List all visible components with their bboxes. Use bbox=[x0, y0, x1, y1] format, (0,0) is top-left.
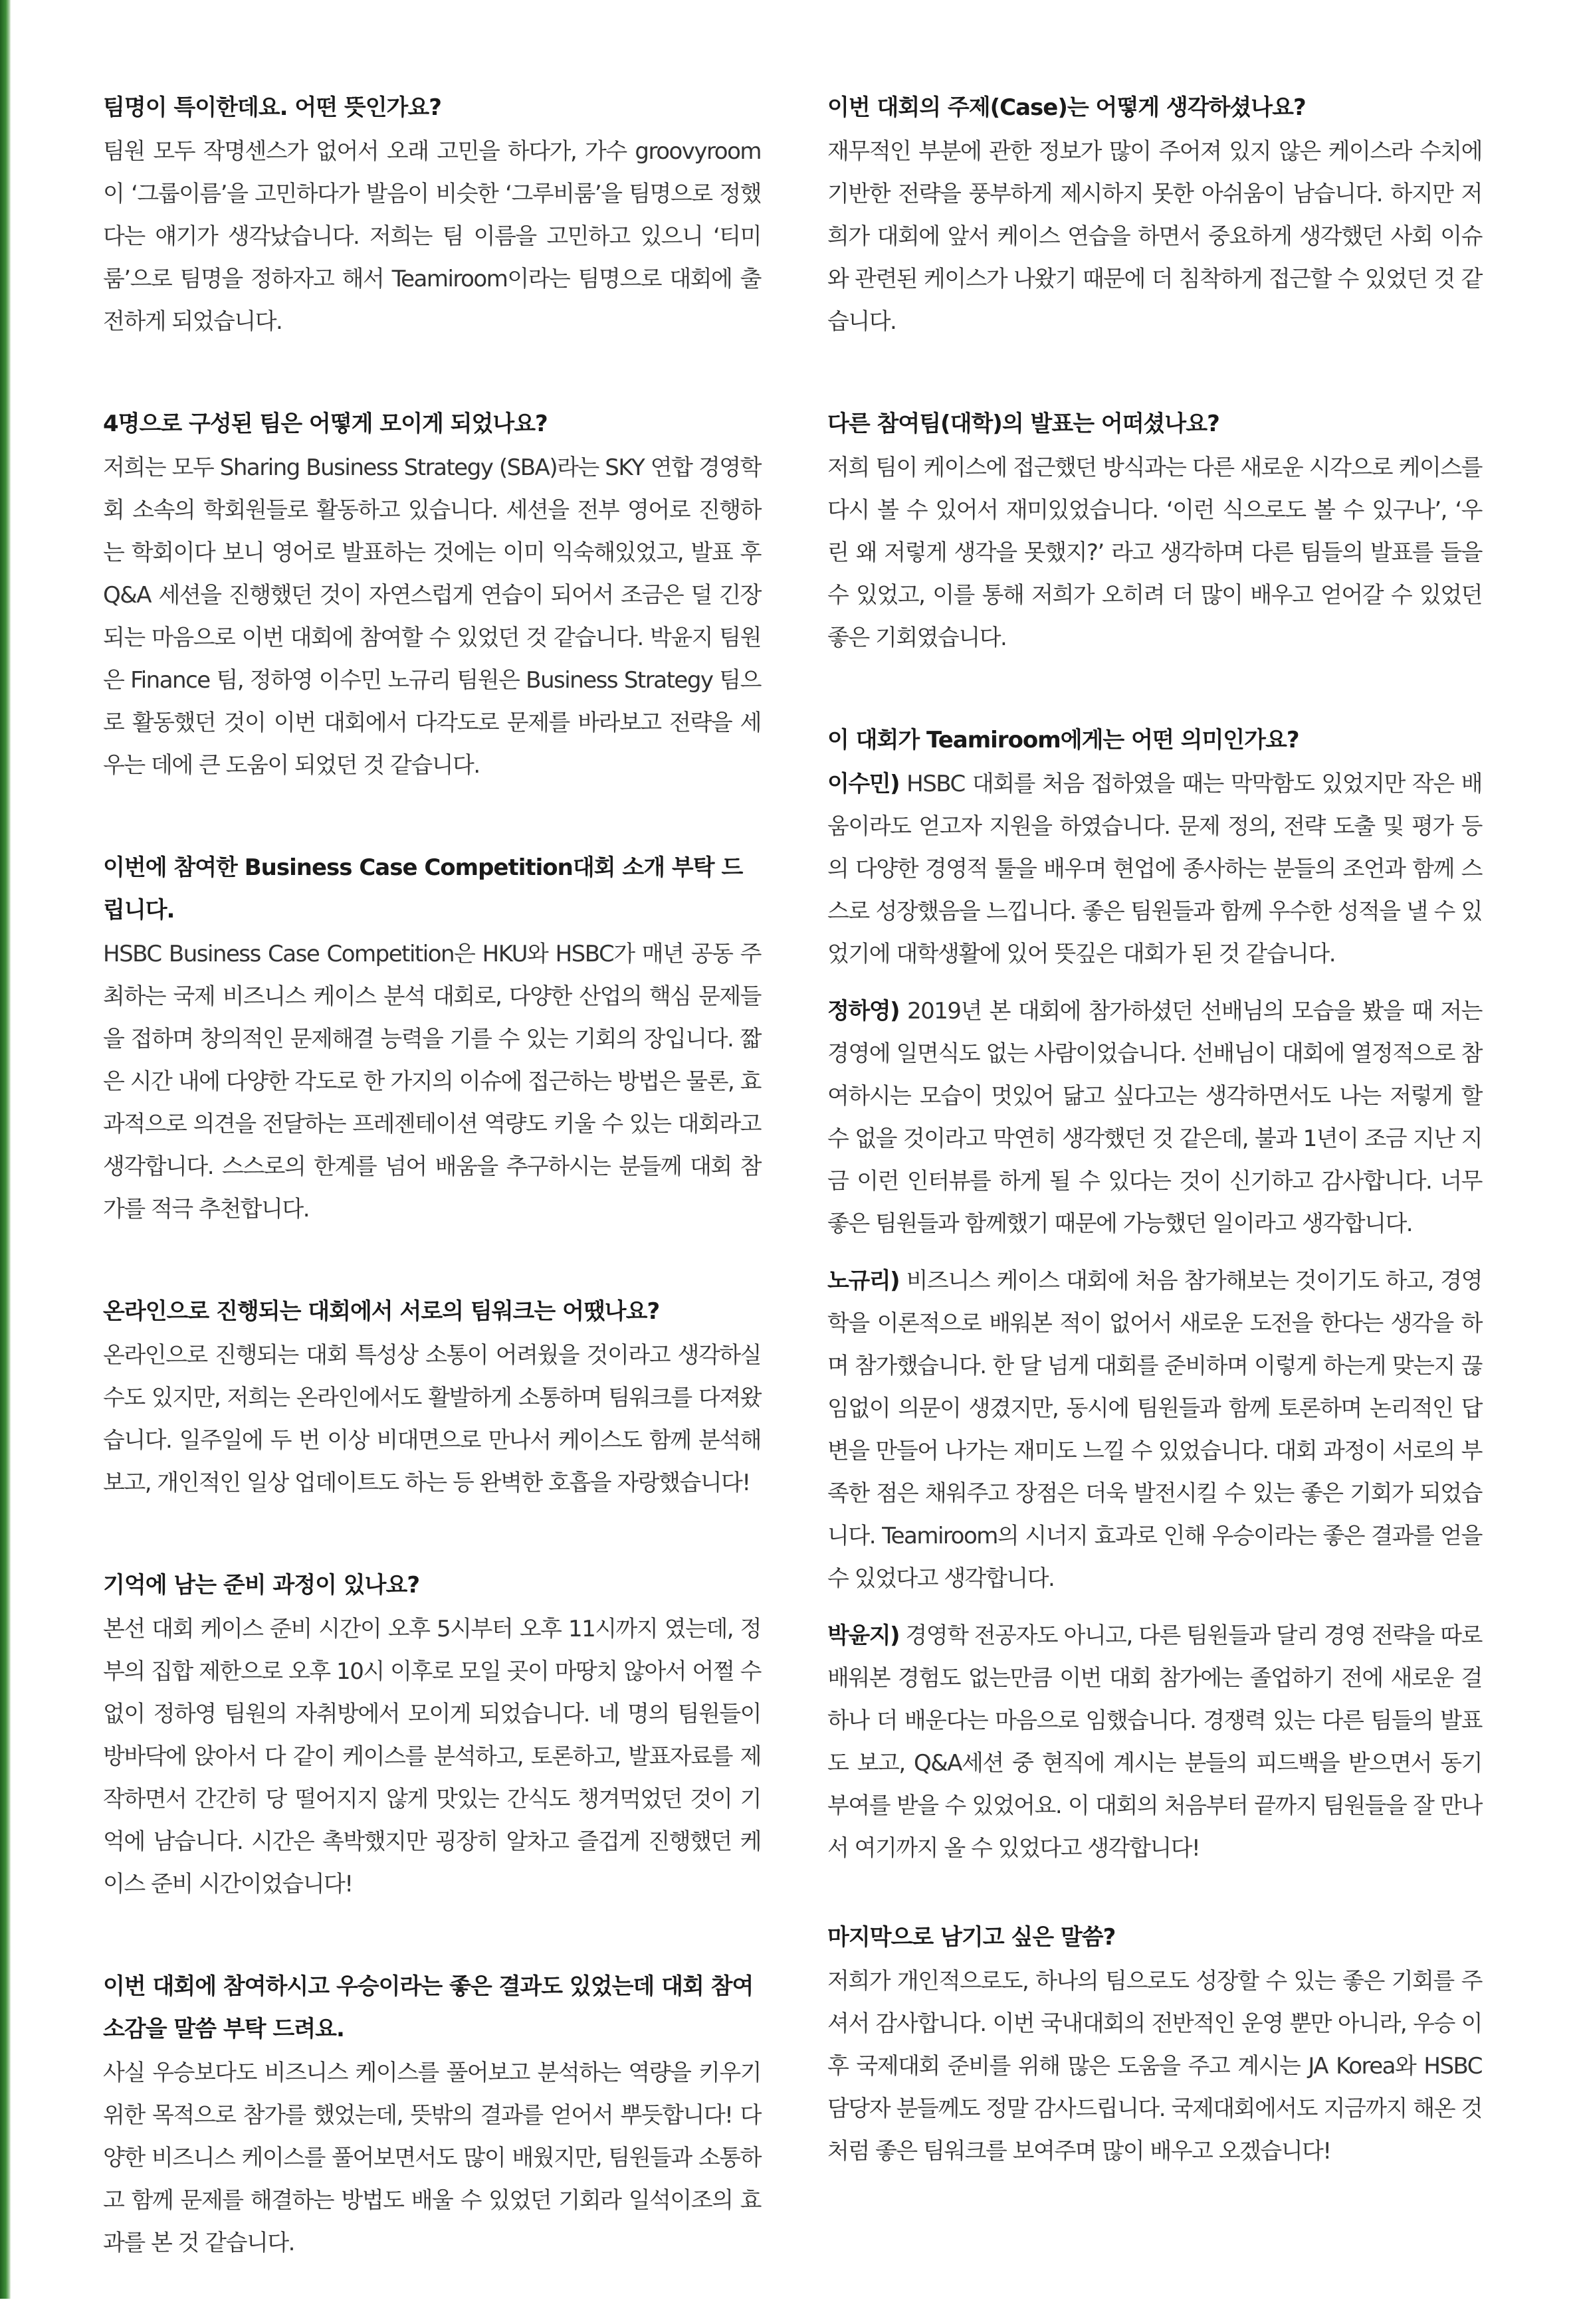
question-heading: 이번에 참여한 Business Case Competition대회 소개 부탁 드립니다. bbox=[103, 854, 743, 923]
qa-closing-remarks bbox=[827, 1916, 1482, 2173]
question-heading: 다른 참여팀(대학)의 발표는 어떠셨나요? bbox=[827, 411, 1219, 437]
question-heading: 4명으로 구성된 팀은 어떻게 모이게 되었나요? bbox=[103, 411, 548, 437]
qa-meaning bbox=[827, 719, 1482, 1870]
speaker-name: 이수민) bbox=[827, 771, 900, 797]
speaker-name: 박윤지) bbox=[827, 1622, 900, 1649]
paragraph-text: 2019년 본 대회에 참가하셨던 선배님의 모습을 봤을 때 저는 경영에 일면식도 없는 사람이었습니다. 선배님이 대회에 열정적으로 참여하시는 모습이 멋있어 닮고 싶다고는 생각하면서도 나는 저렇게 할 수 없을 것이라고 막연히 생각했던 것 같은데, 불과 1년이 조금 지난 지금 이런 인터뷰를 하게 될 수 있다는 것이 신기하고 감사합니다. 너무 좋은 팀원들과 함께했기 때문에 가능했던 일이라고 생각합니다. bbox=[827, 998, 1482, 1237]
answer-text: 사실 우승보다도 비즈니스 케이스를 풀어보고 분석하는 역량을 키우기 위한 목적으로 참가를 했었는데, 뜻밖의 결과를 얻어서 뿌듯합니다! 다양한 비즈니스 케이스를 풀어보면서도 많이 배웠지만, 팀원들과 소통하고 함께 문제를 해결하는 방법도 배울 수 있었던 기회라 일석이조의 효과를 본 것 같습니다. bbox=[103, 2060, 761, 2256]
qa-winning-impressions bbox=[103, 1965, 761, 2264]
left-column bbox=[103, 86, 761, 2324]
speaker-name: 노규리) bbox=[827, 1268, 900, 1294]
question-heading: 마지막으로 남기고 싶은 말씀? bbox=[827, 1924, 1116, 1951]
question-heading: 이번 대회에 참여하시고 우승이라는 좋은 결과도 있었는데 대회 참여 소감을 말씀 부탁 드려요. bbox=[103, 1973, 754, 2042]
paragraph-text: HSBC 대회를 처음 접하였을 때는 막막함도 있었지만 작은 배움이라도 얻고자 지원을 하였습니다. 문제 정의, 전략 도출 및 평가 등의 다양한 경영적 툴을 배우며 현업에 종사하는 분들의 조언과 함께 스스로 성장했음을 느낍니다. 좋은 팀원들과 함께 우수한 성적을 낼 수 있었기에 대학생활에 있어 뜻깊은 대회가 된 것 같습니다. bbox=[827, 771, 1482, 967]
qa-team-name bbox=[103, 86, 761, 343]
qa-memorable-preparation bbox=[103, 1564, 761, 1905]
answer-text: 본선 대회 케이스 준비 시간이 오후 5시부터 오후 11시까지 였는데, 정부의 집합 제한으로 오후 10시 이후로 모일 곳이 마땅치 않아서 어쩔 수 없이 정하영 팀원의 자취방에서 모이게 되었습니다. 네 명의 팀원들이 방바닥에 앉아서 다 같이 케이스를 분석하고, 토론하고, 발표자료를 제작하면서 간간히 당 떨어지지 않게 맛있는 간식도 챙겨먹었던 것이 기억에 남습니다. 시간은 촉박했지만 굉장히 알차고 즐겁게 진행했던 케이스 준비 시간이었습니다! bbox=[103, 1616, 761, 1897]
question-heading: 온라인으로 진행되는 대회에서 서로의 팀워크는 어땠나요? bbox=[103, 1298, 660, 1325]
qa-online-teamwork bbox=[103, 1290, 761, 1504]
qa-team-formation bbox=[103, 403, 761, 787]
member-paragraph bbox=[827, 763, 1482, 975]
question-heading: 이번 대회의 주제(Case)는 어떻게 생각하셨나요? bbox=[827, 94, 1306, 121]
member-paragraph bbox=[827, 990, 1482, 1245]
answer-text: 저희 팀이 케이스에 접근했던 방식과는 다른 새로운 시각으로 케이스를 다시 볼 수 있어서 재미있었습니다. ‘이런 식으로도 볼 수 있구나’, ‘우린 왜 저렇게 생각을 못했지?’ 라고 생각하며 다른 팀들의 발표를 들을 수 있었고, 이를 통해 저희가 오히려 더 많이 배우고 얻어갈 수 있었던 좋은 기회였습니다. bbox=[827, 454, 1482, 651]
qa-other-teams bbox=[827, 403, 1482, 659]
paragraph-text: 비즈니스 케이스 대회에 처음 참가해보는 것이기도 하고, 경영학을 이론적으로 배워본 적이 없어서 새로운 도전을 한다는 생각을 하며 참가했습니다. 한 달 넘게 대회를 준비하며 이렇게 하는게 맞는지 끊임없이 의문이 생겼지만, 동시에 팀원들과 함께 토론하며 논리적인 답변을 만들어 나가는 재미도 느낄 수 있었습니다. 대회 과정이 서로의 부족한 점은 채워주고 장점은 더욱 발전시킬 수 있는 좋은 기회가 되었습니다. Teamiroom의 시너지 효과로 인해 우승이라는 좋은 결과를 얻을 수 있었다고 생각합니다. bbox=[827, 1268, 1482, 1592]
question-heading: 기억에 남는 준비 과정이 있나요? bbox=[103, 1572, 420, 1598]
answer-text: 저희가 개인적으로도, 하나의 팀으로도 성장할 수 있는 좋은 기회를 주셔서 감사합니다. 이번 국내대회의 전반적인 운영 뿐만 아니라, 우승 이후 국제대회 준비를 위해 많은 도움을 주고 계시는 JA Korea와 HSBC 담당자 분들께도 정말 감사드립니다. 국제대회에서도 지금까지 해온 것처럼 좋은 팀워크를 보여주며 많이 배우고 오겠습니다! bbox=[827, 1968, 1482, 2165]
question-heading: 팀명이 특이한데요. 어떤 뜻인가요? bbox=[103, 94, 441, 121]
answer-text: HSBC Business Case Competition은 HKU와 HSBC가 매년 공동 주최하는 국제 비즈니스 케이스 분석 대회로, 다양한 산업의 핵심 문제들을 접하며 창의적인 문제해결 능력을 기를 수 있는 기회의 장입니다. 짧은 시간 내에 다양한 각도로 한 가지의 이슈에 접근하는 방법은 물론, 효과적으로 의견을 전달하는 프레젠테이션 역량도 키울 수 있는 대회라고 생각합니다. 스스로의 한계를 넘어 배움을 추구하시는 분들께 대회 참가를 적극 추천합니다. bbox=[103, 941, 761, 1222]
answer-text: 저희는 모두 Sharing Business Strategy (SBA)라는 SKY 연합 경영학회 소속의 학회원들로 활동하고 있습니다. 세션을 전부 영어로 진행하는 학회이다 보니 영어로 발표하는 것에는 이미 익숙해있었고, 발표 후 Q&A 세션을 진행했던 것이 자연스럽게 연습이 되어서 조금은 덜 긴장되는 마음으로 이번 대회에 참여할 수 있었던 것 같습니다. 박윤지 팀원은 Finance 팀, 정하영 이수민 노규리 팀원은 Business Strategy 팀으로 활동했던 것이 이번 대회에서 다각도로 문제를 바라보고 전략을 세우는 데에 큰 도움이 되었던 것 같습니다. bbox=[103, 454, 761, 779]
member-paragraph bbox=[827, 1260, 1482, 1600]
speaker-name: 정하영) bbox=[827, 998, 900, 1024]
member-paragraph bbox=[827, 1614, 1482, 1870]
answer-text: 팀원 모두 작명센스가 없어서 오래 고민을 하다가, 가수 groovyroom이 ‘그룹이름’을 고민하다가 발음이 비슷한 ‘그루비룸’을 팀명으로 정했다는 얘기가 생각났습니다. 저희는 팀 이름을 고민하고 있으니 ‘티미룸’으로 팀명을 정하자고 해서 Teamiroom이라는 팀명으로 대회에 출전하게 되었습니다. bbox=[103, 138, 761, 335]
question-heading: 이 대회가 Teamiroom에게는 어떤 의미인가요? bbox=[827, 727, 1299, 753]
qa-case-theme bbox=[827, 86, 1482, 343]
right-column bbox=[827, 86, 1482, 2232]
answer-text: 재무적인 부분에 관한 정보가 많이 주어져 있지 않은 케이스라 수치에 기반한 전략을 풍부하게 제시하지 못한 아쉬움이 남습니다. 하지만 저희가 대회에 앞서 케이스 연습을 하면서 중요하게 생각했던 사회 이슈와 관련된 케이스가 나왔기 때문에 더 침착하게 접근할 수 있었던 것 같습니다. bbox=[827, 138, 1482, 335]
qa-competition-intro bbox=[103, 846, 761, 1230]
answer-text: 온라인으로 진행되는 대회 특성상 소통이 어려웠을 것이라고 생각하실 수도 있지만, 저희는 온라인에서도 활발하게 소통하며 팀워크를 다져왔습니다. 일주일에 두 번 이상 비대면으로 만나서 케이스도 함께 분석해보고, 개인적인 일상 업데이트도 하는 등 완벽한 호흡을 자랑했습니다! bbox=[103, 1342, 761, 1496]
green-edge-bar bbox=[0, 0, 11, 2299]
paragraph-text: 경영학 전공자도 아니고, 다른 팀원들과 달리 경영 전략을 따로 배워본 경험도 없는만큼 이번 대회 참가에는 졸업하기 전에 새로운 걸 하나 더 배운다는 마음으로 임했습니다. 경쟁력 있는 다른 팀들의 발표도 보고, Q&A세션 중 현직에 계시는 분들의 피드백을 받으면서 동기 부여를 받을 수 있었어요. 이 대회의 처음부터 끝까지 팀원들을 잘 만나서 여기까지 올 수 있었다고 생각합니다! bbox=[827, 1622, 1482, 1862]
